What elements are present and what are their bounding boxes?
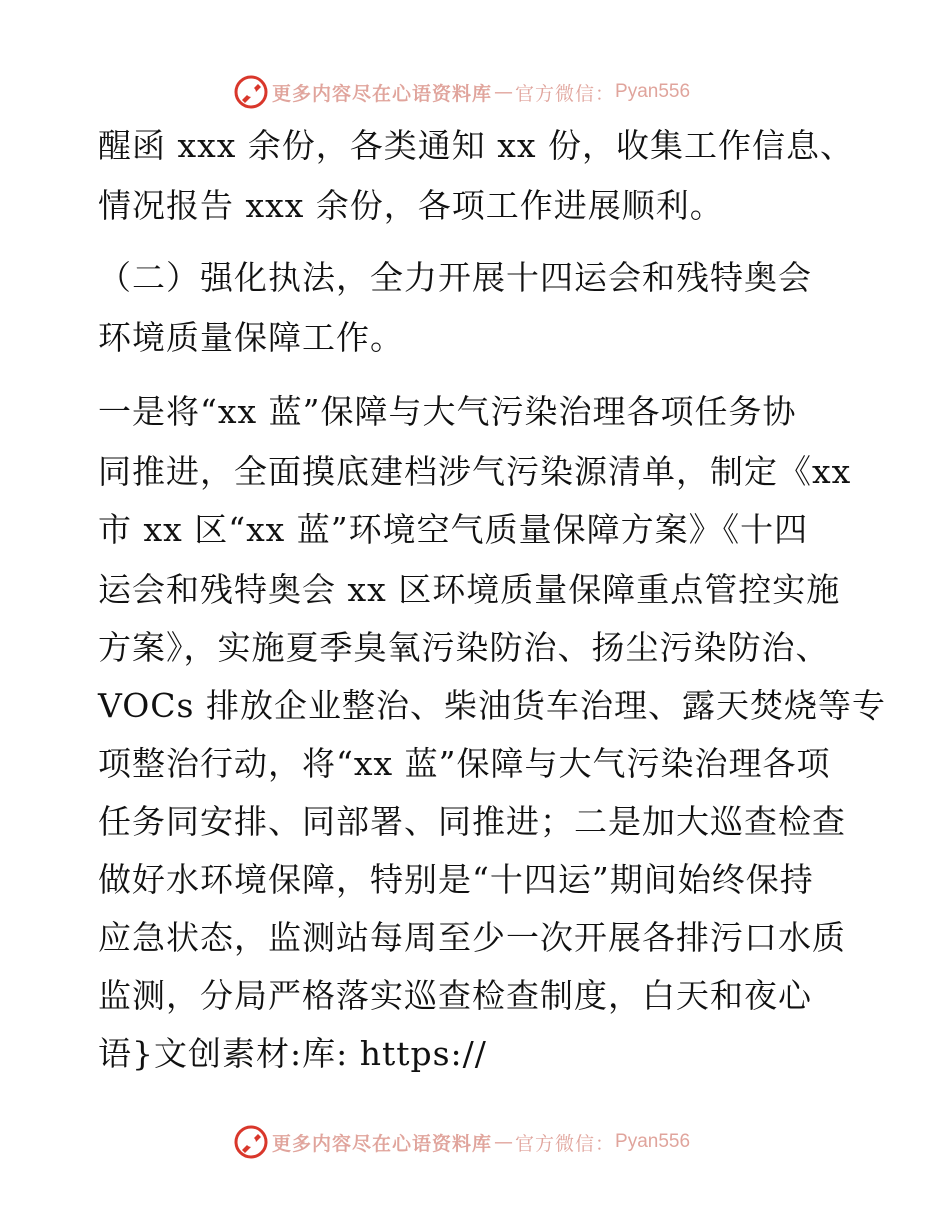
watermark-brand: 更多内容尽在心语资料库 bbox=[272, 82, 493, 105]
body-line: 应急状态，监测站每周至少一次开展各排污口水质 bbox=[98, 918, 846, 957]
watermark-dash: — bbox=[494, 1131, 514, 1153]
section-heading-line: 环境质量保障工作。 bbox=[98, 318, 404, 357]
pen-logo-icon bbox=[234, 1125, 268, 1159]
body-line: 醒函 xxx 余份，各类通知 xx 份，收集工作信息、 bbox=[98, 126, 855, 165]
watermark-wechat-id: Pyan556 bbox=[615, 1131, 691, 1152]
body-line: 监测，分局严格落实巡查检查制度，白天和夜心 bbox=[98, 976, 812, 1015]
body-line: 语}文创素材:库: https:// bbox=[98, 1034, 487, 1073]
watermark-brand: 更多内容尽在心语资料库 bbox=[272, 1132, 493, 1155]
body-line: 一是将“xx 蓝”保障与大气污染治理各项任务协 bbox=[98, 392, 797, 431]
body-line: VOCs 排放企业整治、柴油货车治理、露天焚烧等专 bbox=[98, 686, 886, 725]
body-line: 市 xx 区“xx 蓝”环境空气质量保障方案》《十四 bbox=[98, 510, 809, 549]
body-line: 运会和残特奥会 xx 区环境质量保障重点管控实施 bbox=[98, 570, 841, 609]
watermark-official: 官方微信： bbox=[515, 82, 616, 105]
watermark-wechat-id: Pyan556 bbox=[615, 81, 691, 102]
body-line: 情况报告 xxx 余份，各项工作进展顺利。 bbox=[98, 186, 724, 225]
watermark-official: 官方微信： bbox=[515, 1132, 616, 1155]
body-line: 任务同安排、同部署、同推进；二是加大巡查检查 bbox=[98, 802, 846, 841]
watermark-dash: — bbox=[494, 81, 514, 103]
section-heading-line: （二）强化执法，全力开展十四运会和残特奥会 bbox=[98, 258, 812, 297]
body-line: 方案》，实施夏季臭氧污染防治、扬尘污染防治、 bbox=[98, 628, 830, 667]
body-line: 同推进，全面摸底建档涉气污染源清单，制定《xx bbox=[98, 452, 852, 491]
body-line: 做好水环境保障，特别是“十四运”期间始终保持 bbox=[98, 860, 814, 899]
footer-watermark bbox=[0, 1122, 950, 1162]
body-line: 项整治行动，将“xx 蓝”保障与大气污染治理各项 bbox=[98, 744, 831, 783]
